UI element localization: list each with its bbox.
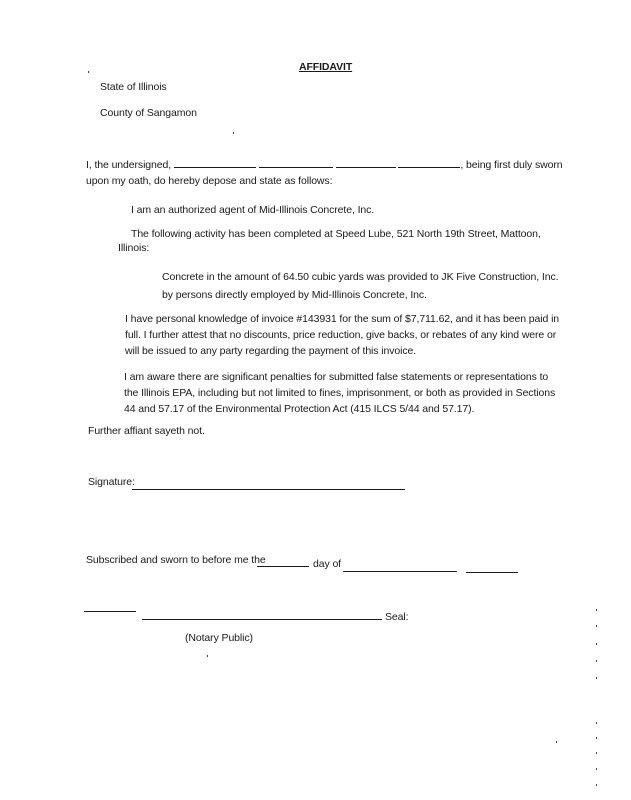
- concrete-line-2: by persons directly employed by Mid-Illinois Concrete, Inc.: [162, 289, 427, 301]
- scan-speck: [596, 784, 597, 786]
- name-blank-1[interactable]: [174, 157, 256, 168]
- concrete-line-1: Concrete in the amount of 64.50 cubic yards was provided to JK Five Construction, Inc.: [162, 271, 559, 283]
- scan-speck: [596, 625, 597, 627]
- penalty-line-3: 44 and 57.17 of the Environmental Protection Act (415 ILCS 5/44 and 57.17).: [124, 403, 475, 415]
- county-line: County of Sangamon: [100, 107, 197, 119]
- scan-speck: [556, 741, 557, 743]
- name-blank-3[interactable]: [336, 157, 396, 168]
- scan-speck: [596, 722, 597, 724]
- further-affiant: Further affiant sayeth not.: [88, 425, 205, 437]
- notary-line-2[interactable]: [142, 619, 382, 620]
- sworn-month-blank[interactable]: [343, 571, 457, 572]
- scan-speck: [596, 609, 597, 611]
- scan-speck: [596, 752, 597, 754]
- sworn-day-label: day of: [313, 558, 342, 570]
- scan-speck: [88, 71, 89, 73]
- invoice-line-2: full. I further attest that no discounts, price reduction, give backs, or rebates of any kind were or: [125, 329, 557, 341]
- scan-speck: [596, 643, 597, 645]
- penalty-line-2: the Illinois EPA, including but not limited to fines, imprisonment, or both as provided in Sections: [124, 387, 556, 399]
- signature-label: Signature:: [88, 476, 135, 488]
- scan-speck: [596, 677, 597, 679]
- intro-line: [86, 157, 562, 172]
- scan-speck: [233, 132, 234, 134]
- state-line: State of Illinois: [100, 81, 167, 93]
- intro-end: , being first duly sworn: [460, 159, 563, 171]
- sworn-text: Subscribed and sworn to before me the: [86, 554, 266, 566]
- name-blank-4[interactable]: [398, 157, 460, 168]
- name-blank-2[interactable]: [259, 157, 333, 168]
- invoice-line-1: I have personal knowledge of invoice #143931 for the sum of $7,711.62, and it has been paid in: [125, 313, 560, 325]
- signature-line[interactable]: [132, 489, 405, 490]
- notary-public-label: (Notary Public): [185, 632, 253, 644]
- agent-statement: I am an authorized agent of Mid-Illinois Concrete, Inc.: [131, 204, 375, 216]
- document-title: AFFIDAVIT: [299, 61, 353, 73]
- invoice-line-3: will be issued to any party regarding the payment of this invoice.: [125, 345, 417, 357]
- seal-label: Seal:: [385, 611, 409, 623]
- activity-line-1: The following activity has been completed at Speed Lube, 521 North 19th Street, Mattoon,: [131, 228, 541, 240]
- intro-line-2: upon my oath, do hereby depose and state as follows:: [86, 175, 333, 187]
- notary-line-1[interactable]: [84, 611, 136, 612]
- activity-line-2: Illinois:: [118, 242, 150, 254]
- scan-speck: [596, 768, 597, 770]
- sworn-year-blank[interactable]: [466, 572, 518, 573]
- scan-speck: [596, 737, 597, 739]
- scan-speck: [596, 660, 597, 662]
- intro-start: I, the undersigned,: [86, 159, 172, 171]
- scan-speck: [207, 655, 208, 657]
- sworn-day-blank[interactable]: [257, 566, 309, 567]
- penalty-line-1: I am aware there are significant penalties for submitted false statements or representations to: [124, 371, 549, 383]
